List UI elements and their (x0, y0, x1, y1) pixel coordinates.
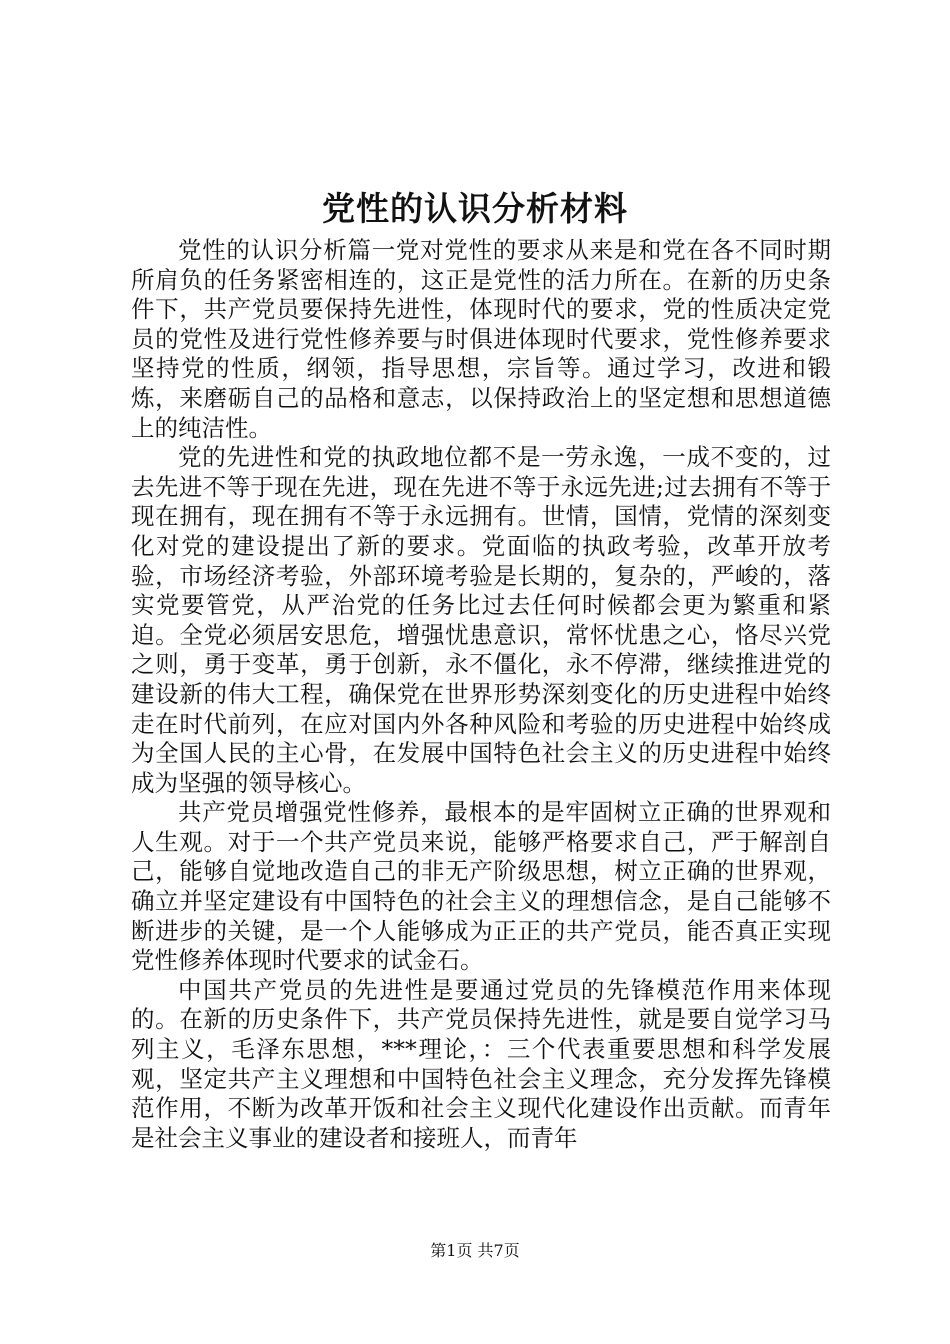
paragraph-4: 中国共产党员的先进性是要通过党员的先锋模范作用来体现的。在新的历史条件下，共产党员保持先进性，就是要自觉学习马列主义，毛泽东思想，***理论，：三个代表重要思想和科学发展观，坚定共产主义理想和中国特色社会主义理念，充分发挥先锋模范作用，不断为改革开饭和社会主义现代化建设作出贡献。而青年是社会主义事业的建设者和接班人，而青年 (131, 975, 831, 1152)
page-number-footer: 第1页 共7页 (430, 1241, 520, 1260)
paragraph-2: 党的先进性和党的执政地位都不是一劳永逸，一成不变的，过去先进不等于现在先进，现在先进不等于永远先进;过去拥有不等于现在拥有，现在拥有不等于永远拥有。世情，国情，党情的深刻变化对党的建设提出了新的要求。党面临的执政考验，改革开放考验，市场经济考验，外部环境考验是长期的，复杂的，严峻的，落实党要管党，从严治党的任务比过去任何时候都会更为繁重和紧迫。全党必须居安思危，增强忧患意识，常怀忧患之心，恪尽兴党之则，勇于变革，勇于创新，永不僵化，永不停滞，继续推进党的建设新的伟大工程，确保党在世界形势深刻变化的历史进程中始终走在时代前列，在应对国内外各种风险和考验的历史进程中始终成为全国人民的主心骨，在发展中国特色社会主义的历史进程中始终成为坚强的领导核心。 (131, 443, 831, 797)
paragraph-3: 共产党员增强党性修养，最根本的是牢固树立正确的世界观和人生观。对于一个共产党员来说，能够严格要求自己，严于解剖自己，能够自觉地改造自己的非无产阶级思想，树立正确的世界观，确立并坚定建设有中国特色的社会主义的理想信念，是自己能够不断进步的关键，是一个人能够成为正正的共产党员，能否真正实现党性修养体现时代要求的试金石。 (131, 798, 831, 975)
document-title: 党性的认识分析材料 (322, 189, 628, 228)
paragraph-1: 党性的认识分析篇一党对党性的要求从来是和党在各不同时期所肩负的任务紧密相连的，这正是党性的活力所在。在新的历史条件下，共产党员要保持先进性，体现时代的要求，党的性质决定党员的党性及进行党性修养要与时俱进体现时代要求，党性修养要求坚持党的性质，纲领，指导思想，宗旨等。通过学习，改进和锻炼，来磨砺自己的品格和意志，以保持政治上的坚定想和思想道德上的纯洁性。 (131, 236, 831, 442)
document-body (131, 236, 831, 1153)
